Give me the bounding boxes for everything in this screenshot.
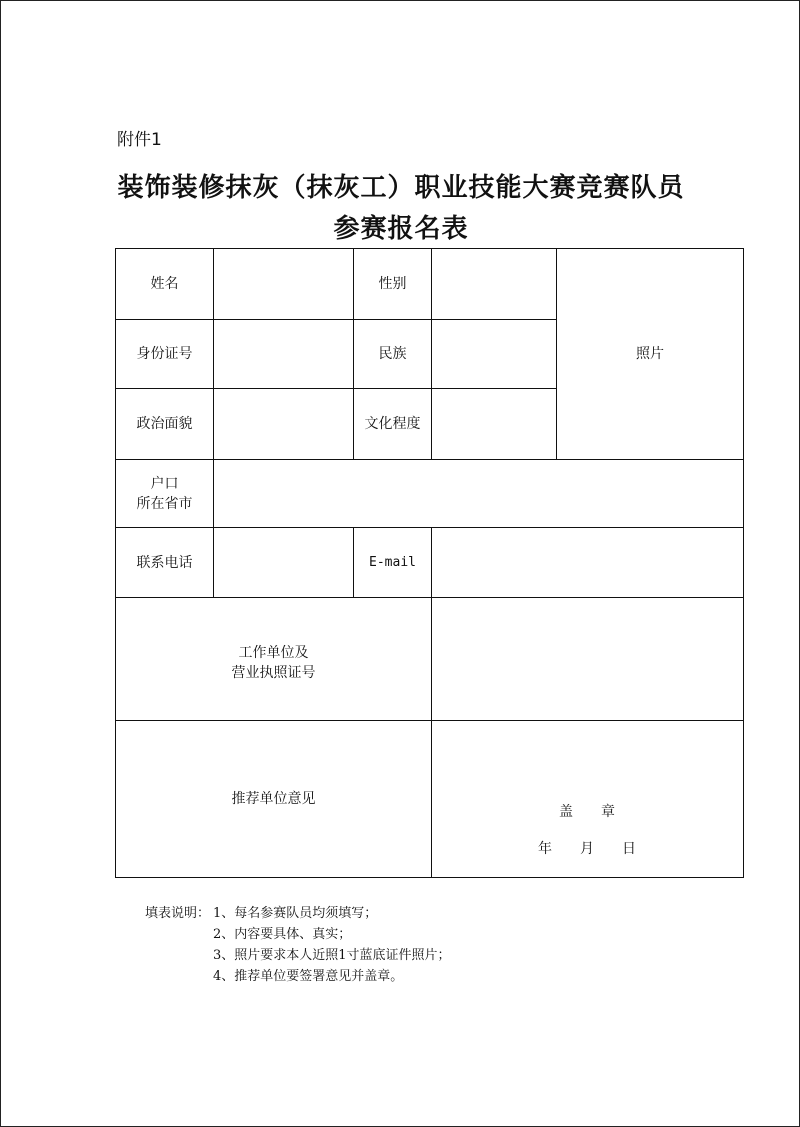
education-field[interactable] bbox=[432, 389, 556, 459]
form-instructions bbox=[145, 903, 451, 987]
instruction-item: 1、每名参赛队员均须填写； bbox=[213, 906, 378, 921]
work-unit-field[interactable] bbox=[432, 598, 743, 720]
date-label: 年 月 日 bbox=[538, 841, 636, 857]
form-title: 装饰装修抹灰（抹灰工）职业技能大赛竞赛队员 bbox=[117, 173, 685, 203]
instruction-item: 3、照片要求本人近照1寸蓝底证件照片； bbox=[213, 948, 451, 963]
email-field[interactable] bbox=[432, 528, 743, 597]
hukou-field[interactable] bbox=[214, 460, 743, 527]
education-label: 文化程度 bbox=[364, 416, 421, 432]
form-subtitle: 参赛报名表 bbox=[333, 214, 469, 244]
email-label: E-mail bbox=[369, 554, 416, 570]
seal-label: 盖 章 bbox=[559, 804, 615, 820]
instructions-header: 填表说明： bbox=[145, 906, 211, 921]
name-label: 姓名 bbox=[150, 276, 179, 292]
work-unit-label bbox=[116, 598, 431, 720]
work-unit-label-line2: 营业执照证号 bbox=[231, 665, 316, 681]
id-number-label: 身份证号 bbox=[136, 346, 193, 362]
instruction-item: 2、内容要具体、真实； bbox=[213, 927, 352, 942]
attachment-label: 附件1 bbox=[117, 130, 162, 150]
ethnicity-label: 民族 bbox=[378, 346, 407, 362]
phone-field[interactable] bbox=[214, 528, 353, 597]
hukou-label-line1: 户口 bbox=[150, 475, 179, 492]
gender-label: 性别 bbox=[378, 276, 407, 292]
table-line bbox=[743, 248, 744, 878]
name-field[interactable] bbox=[214, 249, 353, 319]
id-number-field[interactable] bbox=[214, 320, 353, 388]
political-status-label: 政治面貌 bbox=[136, 416, 193, 432]
political-status-field[interactable] bbox=[214, 389, 353, 459]
photo-label[interactable]: 照片 bbox=[636, 346, 664, 362]
hukou-label-line2: 所在省市 bbox=[136, 495, 193, 512]
hukou-label bbox=[116, 460, 213, 527]
work-unit-label-line1: 工作单位及 bbox=[238, 645, 309, 661]
recommendation-label: 推荐单位意见 bbox=[231, 791, 316, 807]
gender-field[interactable] bbox=[432, 249, 556, 319]
ethnicity-field[interactable] bbox=[432, 320, 556, 388]
instruction-item: 4、推荐单位要签署意见并盖章。 bbox=[213, 969, 404, 984]
table-line bbox=[115, 877, 744, 878]
phone-label: 联系电话 bbox=[136, 554, 193, 571]
